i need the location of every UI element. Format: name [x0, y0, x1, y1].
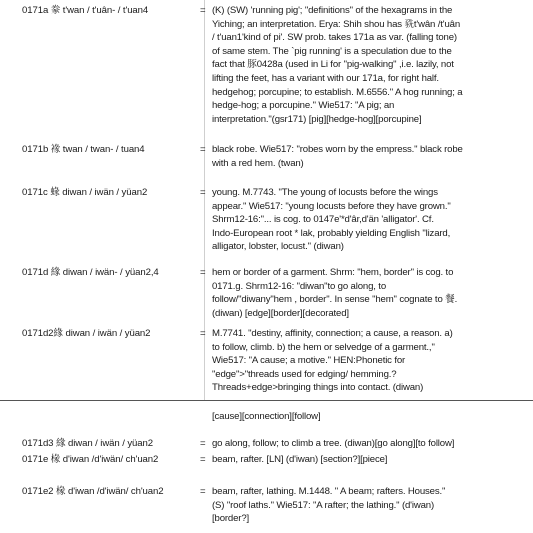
definition-line: young. M.7743. "The young of locusts before the wings	[212, 187, 438, 198]
definition-line: beam, rafter, lathing. M.1448. " A beam; rafters. Houses."	[212, 486, 446, 497]
equals-sign: =	[200, 267, 206, 278]
entry-definition	[212, 437, 524, 451]
definition-line: follow/"diwany"hem , border". In sense "hem" cognate to 餐.	[212, 294, 458, 306]
definition-line: / t'uan1'kind of pi'. SW prob. takes 171a as var. (falling tone)	[212, 32, 457, 44]
definition-line: fact that 豚0428a (used in Li for "pig-walking" ,i.e. lazily, not	[212, 59, 454, 71]
definition-line: Yiching; an interpretation. Erya: Shih shou has 𧱀t'wân /t'uân	[212, 18, 461, 30]
equals-sign: =	[200, 5, 206, 16]
entry-definition	[212, 4, 524, 126]
entry-definition	[212, 410, 524, 424]
entry-head: 0171e2 椽 d'iwan /d'iwän/ ch'uan2	[22, 486, 164, 497]
page-break-line	[0, 400, 533, 401]
definition-line: alligator, lobster, locust." (diwan)	[212, 241, 344, 253]
entry-definition	[212, 485, 524, 526]
definition-line: black robe. Wie517: "robes worn by the empress." black robe	[212, 144, 463, 155]
definition-line: go along, follow; to climb a tree. (diwan)[go along][to follow]	[212, 438, 455, 449]
entry-definition	[212, 143, 524, 170]
entry-head: 0171d3 緣 diwan / iwän / yüan2	[22, 438, 153, 449]
definition-line: Threads+edge>bringing things into contact. (diwan)	[212, 382, 424, 394]
entry-definition	[212, 453, 524, 467]
definition-line: appear." Wie517: "young locusts before they have grown."	[212, 200, 451, 212]
definition-line: [border?]	[212, 513, 250, 525]
definition-line: Indo-European root * lak, probably yielding English "lizard,	[212, 227, 451, 239]
equals-sign: =	[200, 438, 206, 449]
definition-line: beam, rafter. [LN] (d'iwan) [section?][piece]	[212, 454, 388, 465]
definition-line: hedgehog; porcupine; to establish. M.6556." A hog running; a	[212, 86, 463, 98]
definition-line: Wie517: "A cause; a motive." HEN:Phonetic for	[212, 355, 406, 367]
definition-line: interpretation."(gsr171) [pig][hedge-hog][porcupine]	[212, 113, 422, 125]
definition-line: to follow, climb. b) the hem or selvedge of a garment.,"	[212, 341, 435, 353]
definition-line: with a red hem. (twan)	[212, 157, 304, 169]
definition-line: lifting the feet, has a variant with our 171a, for right half.	[212, 72, 439, 84]
entry-definition	[212, 327, 524, 395]
definition-line: (diwan) [edge][border][decorated]	[212, 307, 349, 319]
entry-head: 0171d 緣 diwan / iwän- / yüan2,4	[22, 267, 159, 278]
entry-definition	[212, 186, 524, 254]
definition-line: Shrm12-16:"... is cog. to 0147e'*d'âr,d'än 'alligator'. Cf.	[212, 214, 434, 226]
entry-head: 0171d2緣 diwan / iwän / yüan2	[22, 328, 151, 339]
definition-line: [cause][connection][follow]	[212, 411, 321, 422]
definition-line: 0171.g. Shrm12-16: "diwan"to go along, to	[212, 280, 387, 292]
definition-line: "edge">"threads used for edging/ hemming.?	[212, 368, 397, 380]
equals-sign: =	[200, 454, 206, 465]
entry-head: 0171b 褖 twan / twan- / tuan4	[22, 144, 145, 155]
definition-line: M.7741. "destiny, affinity, connection; a cause, a reason. a)	[212, 328, 453, 339]
entry-definition	[212, 266, 524, 320]
equals-sign: =	[200, 144, 206, 155]
entry-head: 0171c 蝝 diwan / iwän / yüan2	[22, 187, 148, 198]
definition-line: (K) (SW) 'running pig'; "definitions" of the hexagrams in the	[212, 5, 453, 16]
entry-head: 0171e 椽 d'iwan /d'iwän/ ch'uan2	[22, 454, 159, 465]
equals-sign: =	[200, 328, 206, 339]
definition-line: hem or border of a garment. Shrm: "hem, border" is cog. to	[212, 267, 454, 278]
definition-line: of same stem. The `pig running' is a speculation due to the	[212, 45, 452, 57]
entry-head: 0171a 豢 t'wan / t'uân- / t'uan4	[22, 5, 149, 16]
equals-sign: =	[200, 486, 206, 497]
definition-line: (S) "roof laths." Wie517: "A rafter; the lathing." (d'iwan)	[212, 499, 435, 511]
definition-line: hedge-hog; a porcupine." Wie517: "A pig; an	[212, 100, 395, 112]
equals-sign: =	[200, 187, 206, 198]
